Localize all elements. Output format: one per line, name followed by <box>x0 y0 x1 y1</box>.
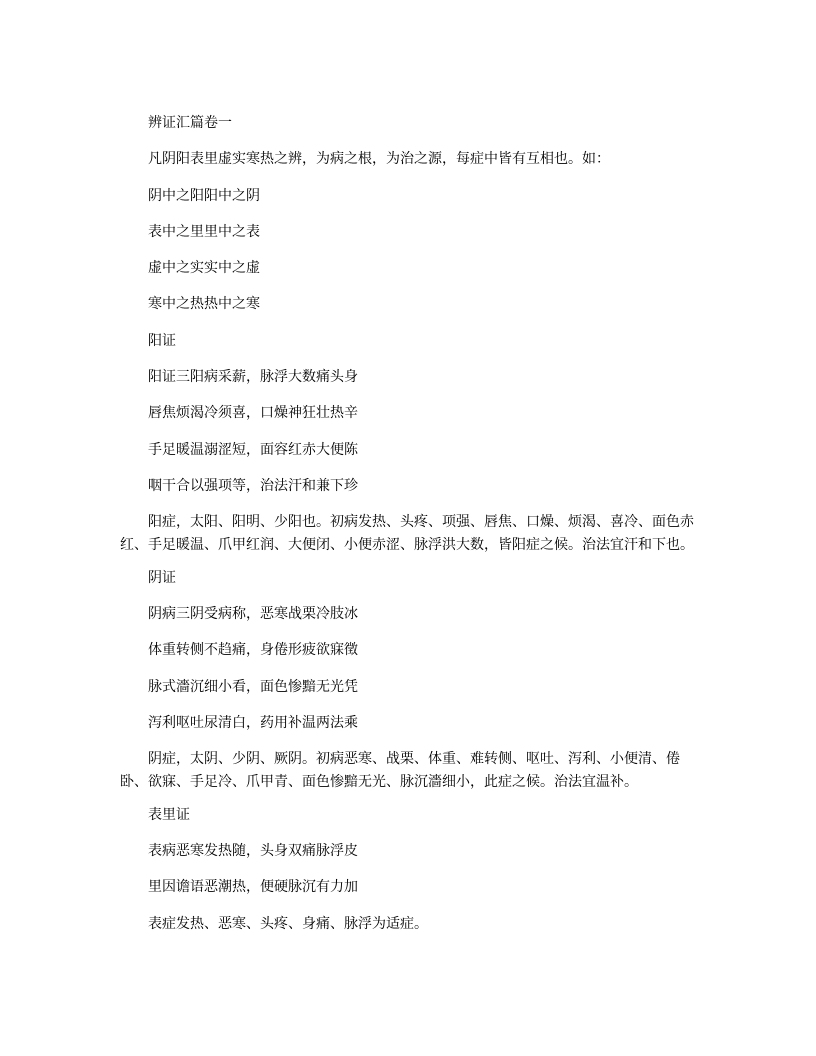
verse-line: 体重转侧不趋痛，身倦形疲欲寐徵 <box>148 642 358 658</box>
verse-line: 寒中之热热中之寒 <box>148 296 260 312</box>
verse-line: 虚中之实实中之虚 <box>148 260 260 276</box>
section-heading-yin: 阴证 <box>148 570 176 586</box>
section-heading-biaoli: 表里证 <box>148 807 190 823</box>
body-paragraph: 表症发热、恶寒、头疼、身痛、脉浮为适症。 <box>148 916 428 932</box>
verse-line: 手足暖温溺涩短，面容红赤大便陈 <box>148 442 358 458</box>
verse-line: 唇焦烦渴冷须喜，口燥神狂壮热辛 <box>148 405 358 421</box>
section-heading-yang: 阳证 <box>148 333 176 349</box>
body-paragraph: 阳症，太阳、阳明、少阳也。初病发热、头疼、项强、唇焦、口燥、烦渴、喜冷、面色赤红、手足暖温、爪甲红润、大便闭、小便赤涩、脉浮洪大数，皆阳症之候。治法宜汗和下也。 <box>120 514 694 553</box>
verse-line: 阳证三阳病采薪，脉浮大数痛头身 <box>148 369 358 385</box>
verse-line: 里因谵语恶潮热，便硬脉沉有力加 <box>148 879 358 895</box>
verse-line: 泻利呕吐尿清白，药用补温两法乘 <box>148 715 358 731</box>
verse-line: 脉式濇沉细小看，面色惨黯无光凭 <box>148 679 358 695</box>
verse-line: 表病恶寒发热随，头身双痛脉浮皮 <box>148 843 358 859</box>
verse-line: 表中之里里中之表 <box>148 224 260 240</box>
verse-line: 咽干合以强项等，治法汗和兼下珍 <box>148 478 358 494</box>
chapter-title: 辨证汇篇卷一 <box>148 115 232 131</box>
verse-line: 阴中之阳阳中之阴 <box>148 188 260 204</box>
body-paragraph: 阴症，太阴、少阴、厥阴。初病恶寒、战栗、体重、难转侧、呕吐、泻利、小便清、倦卧、欲寐、手足冷、爪甲青、面色惨黯无光、脉沉濇细小，此症之候。治法宜温补。 <box>120 751 680 790</box>
verse-line: 阴病三阴受病称，恶寒战栗冷肢冰 <box>148 606 358 622</box>
intro-paragraph: 凡阴阳表里虚实寒热之辨，为病之根，为治之源，每症中皆有互相也。如： <box>148 151 610 167</box>
